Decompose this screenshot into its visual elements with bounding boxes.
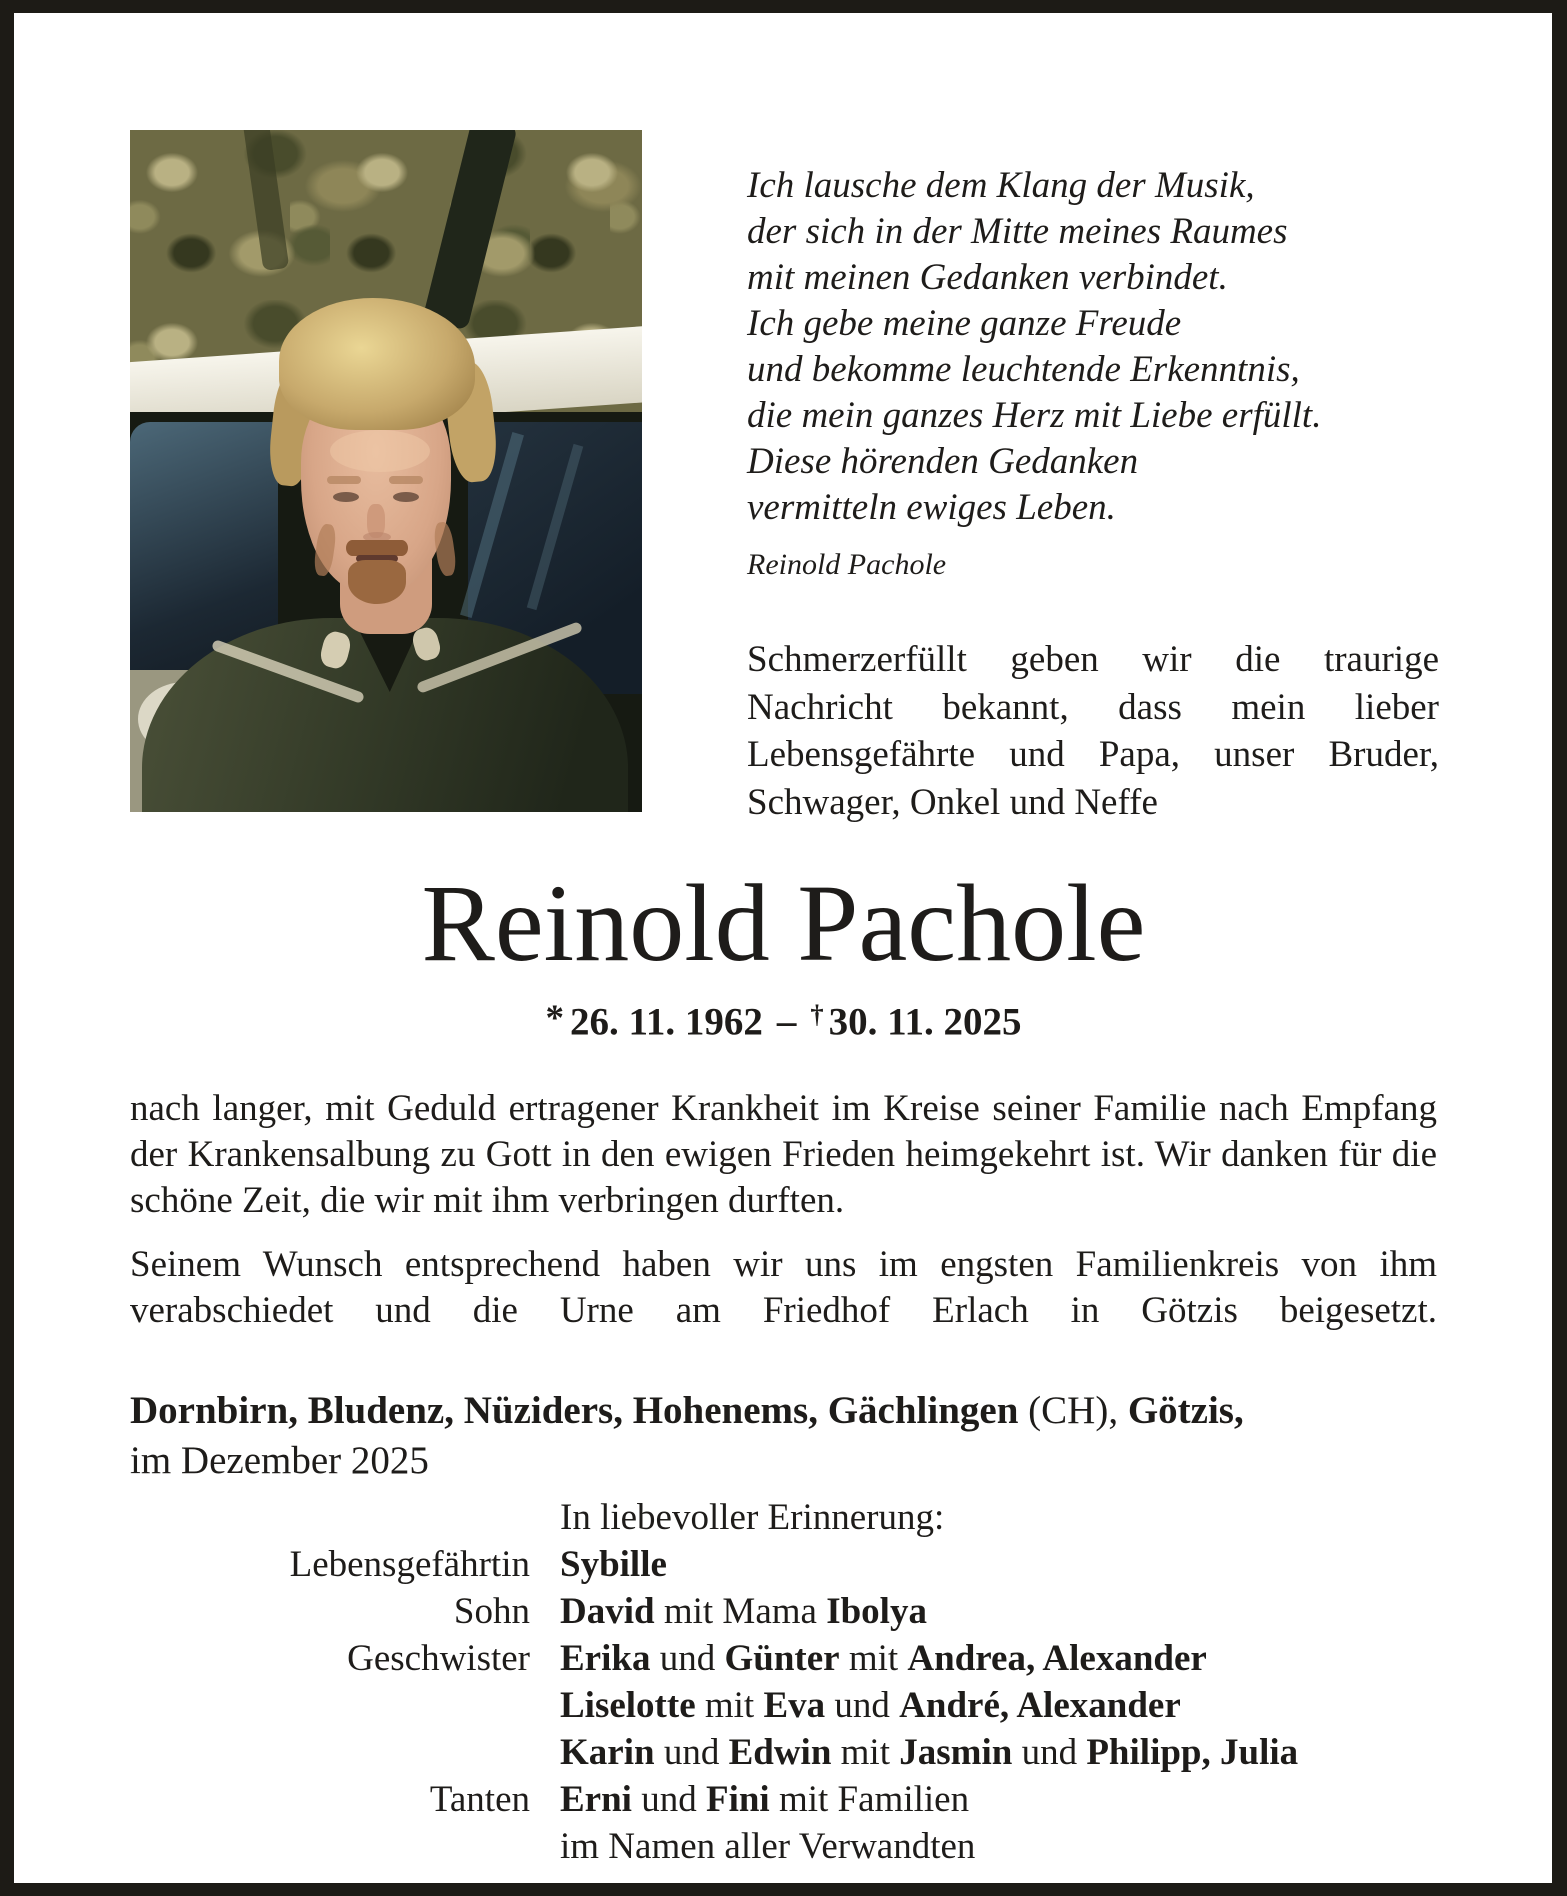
remembrance-names — [560, 1823, 1437, 1870]
name-bold: Jasmin — [899, 1732, 1013, 1773]
name-bold: Edwin — [728, 1732, 832, 1773]
text-regular: und — [650, 1638, 725, 1679]
text-regular: mit — [831, 1732, 900, 1773]
poem-line: die mein ganzes Herz mit Liebe erfüllt. — [747, 395, 1322, 436]
photo-eye-left — [333, 492, 359, 502]
poem-line: vermitteln ewiges Leben. — [747, 487, 1116, 528]
remembrance-row — [130, 1729, 1437, 1776]
name-bold: Götzis, — [1127, 1389, 1244, 1432]
remembrance-row — [130, 1823, 1437, 1870]
text-regular: , — [1108, 1389, 1128, 1432]
death-announcement-text: Schmerzerfüllt geben wir die traurige Nachricht bekannt, dass mein lieber Lebensgefährte und Papa, unser Bruder, Schwager, Onkel und Neffe — [747, 639, 1439, 823]
obituary-paragraph-1: nach langer, mit Geduld ertragener Krankheit im Kreise seiner Familie nach Empfang der Krankensalbung zu Gott in den ewigen Frieden heimgekehrt ist. Wir danken für die schöne Zeit, die wir mit ihm verbringen durften. — [130, 1088, 1437, 1221]
remembrance-names — [560, 1635, 1437, 1682]
poem-line: Ich gebe meine ganze Freude — [747, 303, 1182, 344]
name-bold: Philipp, Julia — [1086, 1732, 1299, 1773]
remembrance-role-label: Tanten — [429, 1779, 530, 1820]
remembrance-row — [130, 1541, 1437, 1588]
remembrance-role-label — [130, 1682, 530, 1729]
name-bold: Dornbirn, Bludenz, Nüziders, Hohenems, Gächlingen — [130, 1389, 1029, 1432]
name-bold: Karin — [560, 1732, 655, 1773]
deceased-name: Reinold Pachole — [421, 862, 1146, 984]
photo-goatee — [348, 560, 406, 604]
remembrance-heading-row — [130, 1494, 1437, 1541]
text-regular: im Namen aller Verwandten — [560, 1826, 976, 1867]
text-regular: und — [1012, 1732, 1087, 1773]
remembrance-names — [560, 1682, 1437, 1729]
poem-line: und bekomme leuchtende Erkenntnis, — [747, 349, 1300, 390]
remembrance-names — [560, 1729, 1437, 1776]
text-regular: und — [631, 1779, 706, 1820]
remembrance-names — [560, 1541, 1437, 1588]
poem-line: Ich lausche dem Klang der Musik, — [747, 165, 1255, 206]
name-bold: Erika — [560, 1638, 651, 1679]
text-regular: mit Mama — [654, 1591, 827, 1632]
text-regular: (CH) — [1028, 1389, 1109, 1432]
text-regular: und — [825, 1685, 900, 1726]
remembrance-list — [130, 1494, 1437, 1870]
photo-eye-right — [393, 492, 419, 502]
locations-cities — [130, 1386, 1437, 1436]
memorial-poem — [747, 163, 1397, 582]
remembrance-row — [130, 1776, 1437, 1823]
remembrance-row — [130, 1635, 1437, 1682]
remembrance-role-label: Geschwister — [347, 1638, 530, 1679]
remembrance-names — [560, 1776, 1437, 1823]
poem-line: mit meinen Gedanken verbindet. — [747, 257, 1228, 298]
death-date: 30. 11. 2025 — [828, 1000, 1022, 1044]
remembrance-heading: In liebevoller Erinnerung: — [560, 1497, 945, 1538]
name-bold: Eva — [763, 1685, 826, 1726]
poem-line: der sich in der Mitte meines Raumes — [747, 211, 1288, 252]
portrait-photo — [130, 130, 642, 812]
photo-mustache — [346, 540, 408, 556]
remembrance-role-label — [130, 1494, 530, 1541]
remembrance-row — [130, 1588, 1437, 1635]
name-bold: André, Alexander — [899, 1685, 1181, 1726]
life-dates — [130, 997, 1437, 1044]
text-regular: mit — [695, 1685, 764, 1726]
obituary-paragraph-2: Seinem Wunsch entsprechend haben wir uns im engsten Familienkreis von ihm verabschiedet und die Urne am Friedhof Erlach in Götzis beigesetzt. — [130, 1244, 1437, 1331]
remembrance-role-label: Sohn — [453, 1591, 530, 1632]
name-bold: Ibolya — [826, 1591, 927, 1632]
remembrance-rows — [130, 1541, 1437, 1870]
birth-symbol: * — [545, 998, 565, 1039]
name-bold: Günter — [724, 1638, 840, 1679]
remembrance-row — [130, 1682, 1437, 1729]
name-bold: Sybille — [560, 1544, 667, 1585]
photo-forehead-highlight — [330, 430, 430, 472]
photo-eyebrow-right — [389, 476, 423, 484]
remembrance-names — [560, 1588, 1437, 1635]
name-bold: Fini — [705, 1779, 770, 1820]
text-regular: mit — [839, 1638, 908, 1679]
remembrance-role-label — [130, 1729, 530, 1776]
remembrance-role-label — [130, 1823, 530, 1870]
locations-month: im Dezember 2025 — [130, 1439, 429, 1482]
name-bold: Erni — [560, 1779, 632, 1820]
birth-date: 26. 11. 1962 — [570, 1000, 763, 1044]
photo-eyebrow-left — [327, 476, 361, 484]
dates-separator: – — [776, 1000, 797, 1044]
death-symbol: † — [810, 999, 824, 1030]
name-bold: Andrea, Alexander — [907, 1638, 1207, 1679]
poem-lines — [747, 163, 1397, 531]
name-bold: Liselotte — [560, 1685, 696, 1726]
locations-line — [130, 1386, 1437, 1486]
text-regular: und — [654, 1732, 729, 1773]
photo-man-hair — [279, 298, 475, 430]
poem-author: Reinold Pachole — [747, 548, 947, 581]
text-regular: mit Familien — [769, 1779, 970, 1820]
poem-line: Diese hörenden Gedanken — [747, 441, 1139, 482]
name-bold: David — [560, 1591, 655, 1632]
remembrance-role-label: Lebensgefährtin — [289, 1544, 530, 1585]
